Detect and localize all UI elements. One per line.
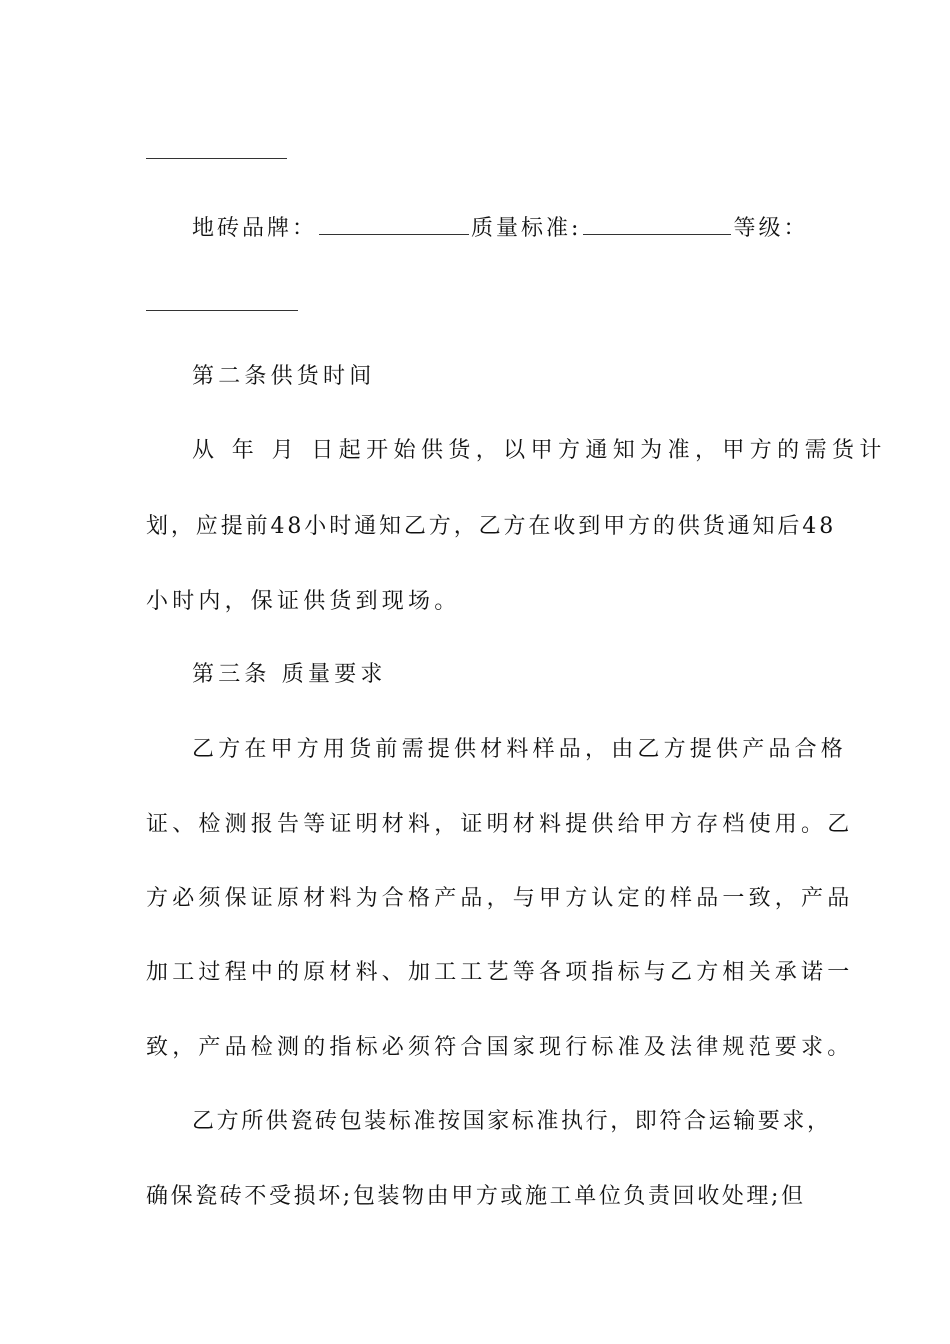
quality-label: 质量标准: [471, 216, 582, 241]
paragraph-2-line-4: 加工过程中的原材料、加工工艺等各项指标与乙方相关承诺一 [146, 960, 854, 985]
paragraph-2-line-2: 证、检测报告等证明材料，证明材料提供给甲方存档使用。乙 [146, 812, 854, 837]
section-2-title: 第二条供货时间 [192, 364, 376, 389]
paragraph-2-line-5: 致，产品检测的指标必须符合国家现行标准及法律规范要求。 [146, 1035, 854, 1060]
paragraph-1-line-1: 从 年 月 日起开始供货，以甲方通知为准，甲方的需货计 [192, 438, 887, 463]
blank-line-top [146, 158, 287, 159]
paragraph-1-line-3: 小时内，保证供货到现场。 [146, 589, 461, 614]
paragraph-3-line-2: 确保瓷砖不受损坏;包装物由甲方或施工单位负责回收处理;但 [146, 1184, 806, 1209]
grade-label: 等级： [733, 216, 809, 241]
brand-label: 地砖品牌： [192, 216, 318, 241]
quality-blank [583, 212, 731, 235]
brand-blank [319, 212, 469, 235]
paragraph-3-line-1: 乙方所供瓷砖包装标准按国家标准执行，即符合运输要求， [192, 1109, 832, 1134]
paragraph-1-line-2: 划，应提前48小时通知乙方，乙方在收到甲方的供货通知后48 [146, 514, 837, 539]
paragraph-2-line-1: 乙方在甲方用货前需提供材料样品，由乙方提供产品合格 [192, 737, 848, 762]
paragraph-2-line-3: 方必须保证原材料为合格产品，与甲方认定的样品一致，产品 [146, 886, 854, 911]
brand-quality-grade-line [192, 212, 808, 244]
section-3-title: 第三条 质量要求 [192, 662, 387, 687]
grade-blank-line [146, 310, 298, 311]
